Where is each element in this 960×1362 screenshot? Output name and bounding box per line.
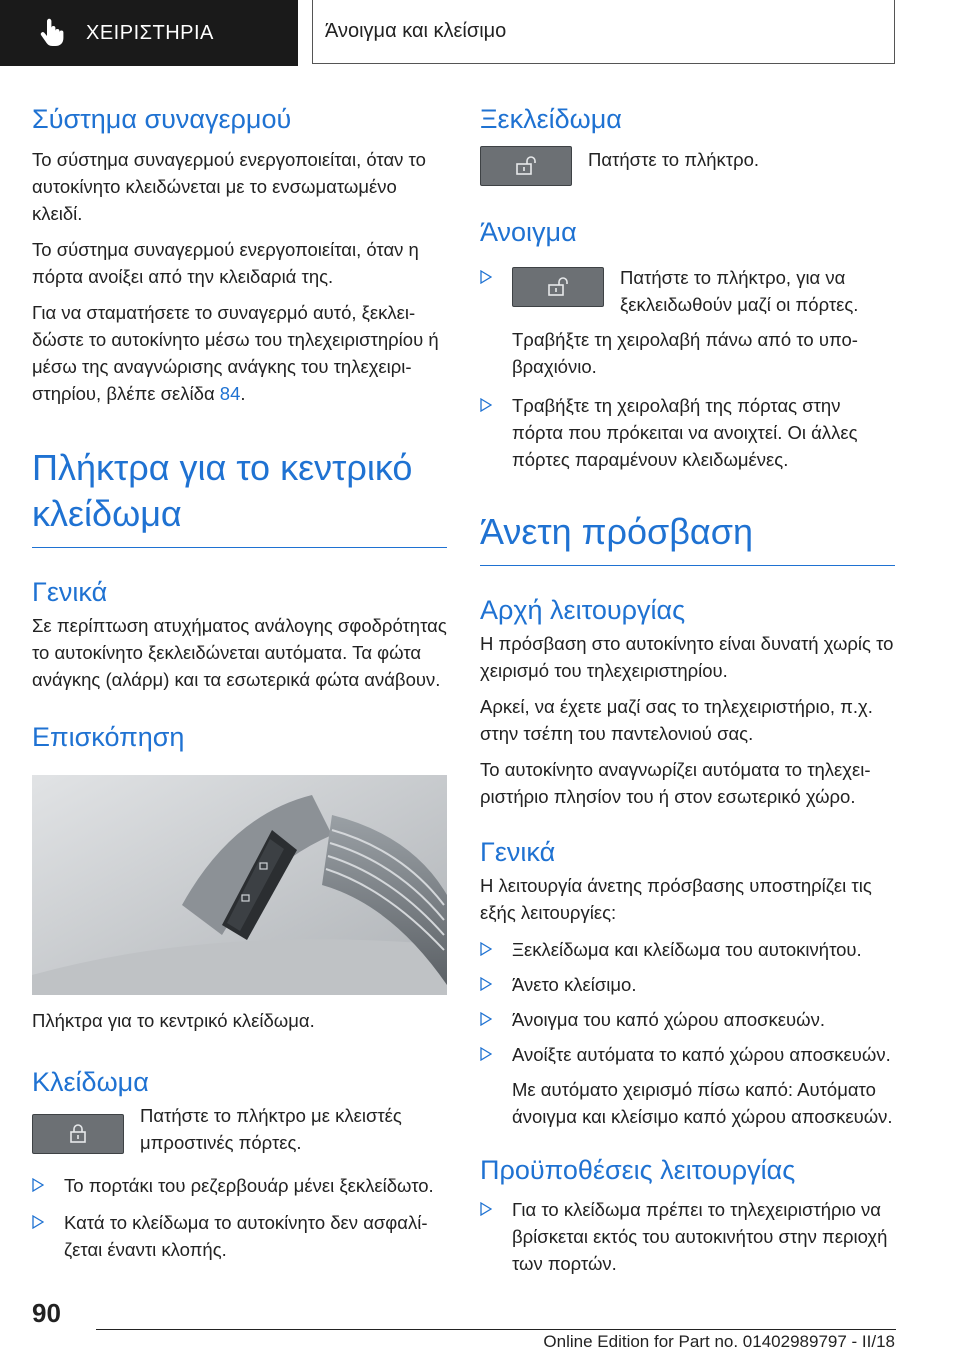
list-item bbox=[480, 1041, 895, 1130]
title-central-locking: Πλήκτρα για το κεντρικό κλείδωμα bbox=[32, 445, 447, 548]
triangle-bullet-icon bbox=[480, 971, 512, 996]
list-item bbox=[32, 1172, 447, 1199]
heading-alarm: Σύστημα συναγερμού bbox=[32, 104, 292, 134]
opening-bullet-1 bbox=[512, 264, 895, 380]
page-header bbox=[0, 0, 960, 66]
left-column bbox=[32, 92, 447, 1263]
general2-bullet-4-sub: Με αυτόματο χειρισμό πίσω καπό: Αυτόματο άνοιγμα και κλείσιμο καπό χώρου αποσκευών. bbox=[512, 1079, 893, 1127]
triangle-bullet-icon bbox=[480, 1196, 512, 1221]
triangle-bullet-icon bbox=[480, 936, 512, 961]
triangle-bullet-icon bbox=[480, 1006, 512, 1031]
heading-unlocking: Ξεκλείδωμα bbox=[480, 104, 622, 134]
alarm-paragraph-3-text: Για να σταματήσετε το συναγερμό αυτό, ξεκλειδώστε το αυτοκίνητο μέσω του τηλεχειριστηρίου ή μέσω της αναγνώρισης ανάγκης του τηλεχειριστηρίου, βλέπε σελίδα bbox=[32, 302, 439, 404]
unlock-instruction-row bbox=[480, 146, 895, 186]
hand-pointer-icon bbox=[38, 18, 68, 48]
right-column bbox=[480, 92, 895, 1277]
lock-instruction: Πατήστε το πλήκτρο με κλειστές μπροστινές πόρτες. bbox=[140, 1105, 402, 1153]
principle-paragraph-2: Αρκεί, να έχετε μαζί σας το τηλεχειριστήριο, π.χ. στην τσέπη του παντελονιού σας. bbox=[480, 696, 873, 744]
unlock-icon bbox=[514, 155, 538, 177]
footer-divider bbox=[96, 1329, 896, 1330]
list-item bbox=[32, 1209, 447, 1263]
opening-bullet-1-sub: Τραβήξτε τη χειρολαβή πάνω από το υποβραχιόνιο. bbox=[512, 329, 858, 377]
prereq-bullet: Για το κλείδωμα πρέπει το τηλεχειριστήριο να βρίσκεται εκτός του αυτοκινήτου στην περιοχή των πορτών. bbox=[512, 1199, 888, 1274]
title-comfort-access: Άνετη πρόσβαση bbox=[480, 509, 895, 566]
lock-instruction-row bbox=[32, 1102, 447, 1156]
triangle-bullet-icon bbox=[480, 392, 512, 417]
triangle-bullet-icon bbox=[480, 264, 512, 289]
general2-bullet-3: Άνοιγμα του καπό χώρου αποσκευών. bbox=[512, 1009, 825, 1030]
heading-opening: Άνοιγμα bbox=[480, 217, 577, 247]
unlock-button[interactable] bbox=[480, 146, 572, 186]
alarm-paragraph-3-end: . bbox=[240, 383, 246, 404]
unlock-icon bbox=[546, 276, 570, 298]
alarm-paragraph-2: Το σύστημα συναγερμού ενεργοποιείται, όταν η πόρτα ανοίξει από την κλειδαριά της. bbox=[32, 239, 419, 287]
alarm-paragraph-3 bbox=[32, 299, 447, 407]
page-number: 90 bbox=[32, 1298, 61, 1328]
list-item bbox=[480, 936, 895, 963]
section-title: ΧΕΙΡΙΣΤΗΡΙΑ bbox=[86, 21, 214, 44]
list-item bbox=[480, 1196, 895, 1277]
heading-general-2: Γενικά bbox=[480, 837, 556, 867]
lock-icon bbox=[67, 1123, 89, 1145]
general2-bullet-2: Άνετο κλείσιμο. bbox=[512, 974, 637, 995]
list-item bbox=[480, 1006, 895, 1033]
opening-bullet-2: Τραβήξτε τη χειρολαβή της πόρτας στην πόρτα που πρόκειται να ανοιχτεί. Οι άλλες πόρτες παραμένουν κλειδωμένες. bbox=[512, 395, 858, 470]
unlock-button-opening[interactable] bbox=[512, 267, 604, 307]
principle-paragraph-3: Το αυτοκίνητο αναγνωρίζει αυτόματα το τηλεχειριστήριο πλησίον του ή στον εσωτερικό χώρο. bbox=[480, 759, 871, 807]
lock-bullet-1: Το πορτάκι του ρεζερβουάρ μένει ξεκλείδωτο. bbox=[64, 1175, 434, 1196]
page-link-84[interactable]: 84 bbox=[219, 383, 241, 404]
general2-paragraph: Η λειτουργία άνετης πρόσβασης υποστηρίζει τις εξής λειτουργίες: bbox=[480, 875, 872, 923]
opening-bullet-1-main: Πατήστε το πλήκτρο, για να ξεκλειδωθούν μαζί οι πόρτες. bbox=[620, 267, 859, 315]
section-tab bbox=[0, 0, 298, 66]
triangle-bullet-icon bbox=[480, 1041, 512, 1066]
heading-prerequisites: Προϋποθέσεις λειτουργίας bbox=[480, 1155, 796, 1185]
lock-bullet-2: Κατά το κλείδωμα το αυτοκίνητο δεν ασφαλίζεται έναντι κλοπής. bbox=[64, 1212, 428, 1260]
alarm-paragraph-1: Το σύστημα συναγερμού ενεργοποιείται, όταν το αυτοκίνητο κλειδώνεται με το ενσωματωμένο κλειδί. bbox=[32, 149, 426, 224]
general2-bullet-4-text: Ανοίξτε αυτόματα το καπό χώρου αποσκευών. bbox=[512, 1044, 891, 1065]
overview-caption: Πλήκτρα για το κεντρικό κλείδωμα. bbox=[32, 1010, 315, 1031]
triangle-bullet-icon bbox=[32, 1209, 64, 1234]
unlock-instruction: Πατήστε το πλήκτρο. bbox=[588, 149, 760, 170]
opening-instruction-row bbox=[512, 264, 895, 318]
general-paragraph: Σε περίπτωση ατυχήματος ανάλογης σφοδρότητας το αυτοκίνητο ξεκλειδώνεται αυτόματα. Τα φώτα ανάγκης (αλάρμ) και τα εσωτερικά φώτα ανάβουν. bbox=[32, 615, 447, 690]
heading-principle: Αρχή λειτουργίας bbox=[480, 595, 686, 625]
heading-general: Γενικά bbox=[32, 577, 108, 607]
edition-note: Online Edition for Part no. 01402989797 - II/18 bbox=[543, 1332, 895, 1351]
list-item bbox=[480, 971, 895, 998]
general2-bullet-4 bbox=[512, 1041, 895, 1130]
heading-overview: Επισκόπηση bbox=[32, 722, 185, 752]
triangle-bullet-icon bbox=[32, 1172, 64, 1197]
list-item bbox=[480, 264, 895, 380]
principle-paragraph-1: Η πρόσβαση στο αυτοκίνητο είναι δυνατή χωρίς το χειρισμό του τηλεχειριστηρίου. bbox=[480, 633, 894, 681]
breadcrumb: Άνοιγμα και κλείσιμο bbox=[312, 0, 895, 64]
heading-locking: Κλείδωμα bbox=[32, 1067, 149, 1097]
central-locking-buttons-photo bbox=[32, 775, 447, 995]
lock-button[interactable] bbox=[32, 1114, 124, 1154]
general2-bullet-1: Ξεκλείδωμα και κλείδωμα του αυτοκινήτου. bbox=[512, 939, 862, 960]
list-item bbox=[480, 392, 895, 473]
